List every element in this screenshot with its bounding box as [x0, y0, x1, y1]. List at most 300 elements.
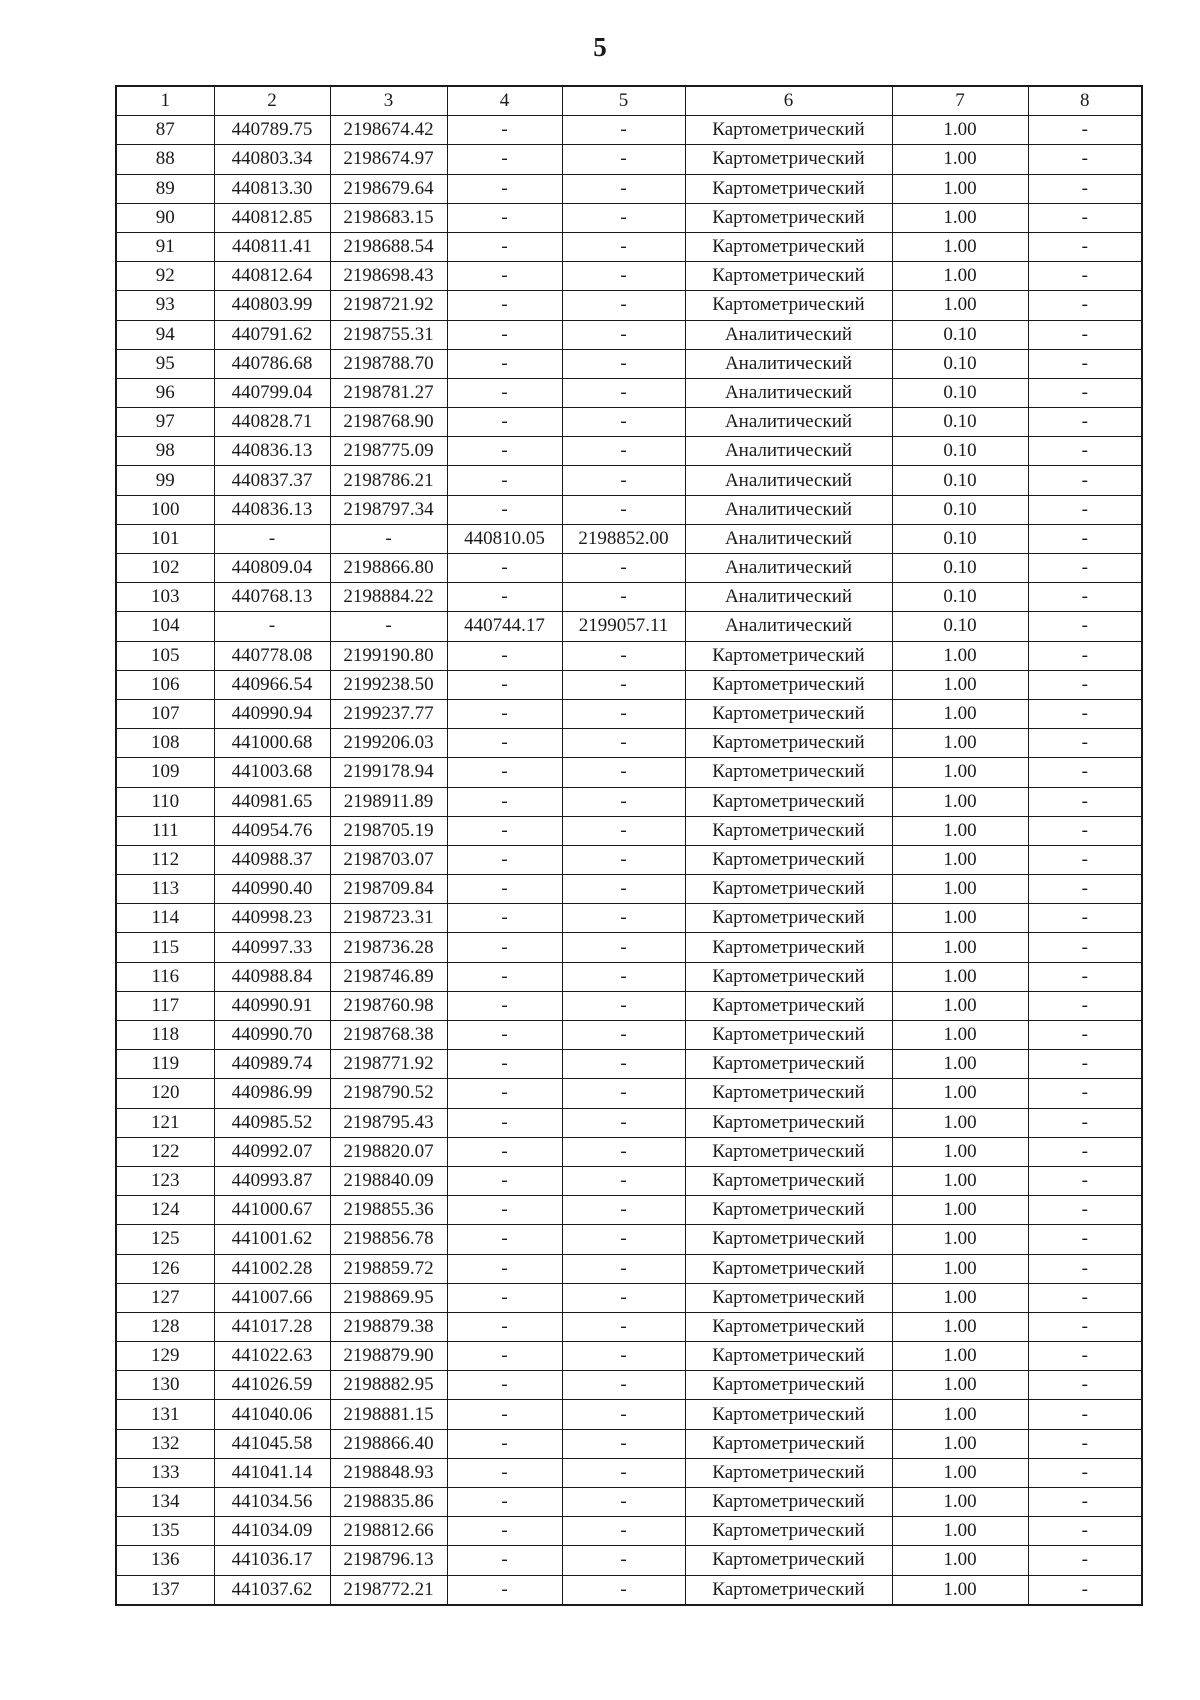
table-cell-col-3: 2198723.31 [330, 904, 447, 933]
table-row [116, 1021, 1142, 1050]
table-cell-col-2: 440997.33 [214, 933, 330, 962]
table-cell-col-7: 1.00 [892, 145, 1028, 174]
table-cell-col-8: - [1028, 991, 1142, 1020]
table-cell-col-7: 1.00 [892, 1166, 1028, 1195]
table-cell-col-8: - [1028, 145, 1142, 174]
table-row [116, 641, 1142, 670]
table-cell-col-3: 2198881.15 [330, 1400, 447, 1429]
table-cell-col-2: 441036.17 [214, 1546, 330, 1575]
table-cell-col-2: 440799.04 [214, 378, 330, 407]
table-cell-col-6: Картометрический [685, 875, 892, 904]
table-cell-col-4: - [447, 1312, 562, 1341]
table-cell-col-3: 2198790.52 [330, 1079, 447, 1108]
table-cell-col-6: Картометрический [685, 729, 892, 758]
table-cell-col-5: - [562, 1050, 685, 1079]
table-row [116, 816, 1142, 845]
table-cell-col-8: - [1028, 1196, 1142, 1225]
table-cell-col-3: 2198859.72 [330, 1254, 447, 1283]
table-cell-col-1: 95 [116, 349, 214, 378]
table-cell-col-7: 1.00 [892, 962, 1028, 991]
table-cell-col-4: - [447, 437, 562, 466]
table-cell-col-2: 440791.62 [214, 320, 330, 349]
table-row [116, 787, 1142, 816]
table-cell-col-3: 2198771.92 [330, 1050, 447, 1079]
table-cell-col-3: 2198781.27 [330, 378, 447, 407]
table-cell-col-4: - [447, 583, 562, 612]
table-cell-col-6: Картометрический [685, 1517, 892, 1546]
table-cell-col-6: Картометрический [685, 699, 892, 728]
table-cell-col-5: - [562, 787, 685, 816]
table-cell-col-7: 0.10 [892, 554, 1028, 583]
table-cell-col-1: 136 [116, 1546, 214, 1575]
table-cell-col-7: 1.00 [892, 816, 1028, 845]
table-cell-col-8: - [1028, 232, 1142, 261]
table-cell-col-4: - [447, 1283, 562, 1312]
table-cell-col-6: Картометрический [685, 991, 892, 1020]
table-cell-col-7: 1.00 [892, 1283, 1028, 1312]
table-cell-col-1: 107 [116, 699, 214, 728]
table-cell-col-5: - [562, 1079, 685, 1108]
table-cell-col-4: - [447, 1166, 562, 1195]
table-cell-col-8: - [1028, 291, 1142, 320]
table-cell-col-2: 441022.63 [214, 1342, 330, 1371]
table-cell-col-8: - [1028, 962, 1142, 991]
table-cell-col-8: - [1028, 612, 1142, 641]
page-number: 5 [593, 32, 607, 62]
table-cell-col-6: Картометрический [685, 291, 892, 320]
table-cell-col-4: - [447, 962, 562, 991]
table-cell-col-1: 128 [116, 1312, 214, 1341]
table-cell-col-3: 2198911.89 [330, 787, 447, 816]
table-cell-col-1: 116 [116, 962, 214, 991]
table-cell-col-1: 115 [116, 933, 214, 962]
table-cell-col-7: 1.00 [892, 1137, 1028, 1166]
table-cell-col-2: 441000.67 [214, 1196, 330, 1225]
table-row [116, 991, 1142, 1020]
table-cell-col-5: - [562, 1108, 685, 1137]
column-header-4: 4 [447, 86, 562, 116]
table-cell-col-3: 2199206.03 [330, 729, 447, 758]
table-cell-col-2: 441007.66 [214, 1283, 330, 1312]
table-cell-col-2: 441000.68 [214, 729, 330, 758]
table-cell-col-7: 0.10 [892, 378, 1028, 407]
table-row [116, 408, 1142, 437]
table-cell-col-2: 440786.68 [214, 349, 330, 378]
table-cell-col-1: 113 [116, 875, 214, 904]
table-cell-col-1: 87 [116, 116, 214, 145]
table-cell-col-8: - [1028, 845, 1142, 874]
table-cell-col-6: Картометрический [685, 1575, 892, 1605]
table-cell-col-5: - [562, 904, 685, 933]
table-cell-col-4: - [447, 262, 562, 291]
table-cell-col-2: 440811.41 [214, 232, 330, 261]
table-cell-col-2: 441017.28 [214, 1312, 330, 1341]
table-row [116, 145, 1142, 174]
table-cell-col-8: - [1028, 1021, 1142, 1050]
table-cell-col-3: 2198856.78 [330, 1225, 447, 1254]
table-cell-col-5: - [562, 1137, 685, 1166]
table-cell-col-5: - [562, 962, 685, 991]
table-cell-col-5: - [562, 1458, 685, 1487]
table-row [116, 1371, 1142, 1400]
table-cell-col-7: 1.00 [892, 904, 1028, 933]
table-row [116, 437, 1142, 466]
table-cell-col-8: - [1028, 495, 1142, 524]
table-cell-col-1: 135 [116, 1517, 214, 1546]
table-cell-col-3: 2198812.66 [330, 1517, 447, 1546]
table-cell-col-8: - [1028, 1429, 1142, 1458]
table-cell-col-4: - [447, 933, 562, 962]
table-cell-col-7: 1.00 [892, 845, 1028, 874]
table-cell-col-4: - [447, 1400, 562, 1429]
table-cell-col-6: Картометрический [685, 1342, 892, 1371]
table-cell-col-1: 126 [116, 1254, 214, 1283]
table-cell-col-8: - [1028, 1546, 1142, 1575]
table-cell-col-4: - [447, 1225, 562, 1254]
table-cell-col-5: - [562, 232, 685, 261]
table-cell-col-1: 112 [116, 845, 214, 874]
table-row [116, 116, 1142, 145]
table-cell-col-1: 98 [116, 437, 214, 466]
table-cell-col-2: 440836.13 [214, 495, 330, 524]
table-cell-col-4: 440744.17 [447, 612, 562, 641]
table-cell-col-1: 130 [116, 1371, 214, 1400]
table-cell-col-6: Картометрический [685, 1254, 892, 1283]
table-cell-col-4: - [447, 729, 562, 758]
table-cell-col-5: - [562, 1371, 685, 1400]
table-cell-col-1: 105 [116, 641, 214, 670]
table-cell-col-7: 0.10 [892, 466, 1028, 495]
table-cell-col-3: 2198772.21 [330, 1575, 447, 1605]
table-cell-col-4: - [447, 349, 562, 378]
table-cell-col-2: 440981.65 [214, 787, 330, 816]
table-cell-col-5: - [562, 758, 685, 787]
table-row [116, 203, 1142, 232]
table-cell-col-6: Картометрический [685, 1400, 892, 1429]
table-cell-col-4: - [447, 378, 562, 407]
table-cell-col-3: 2198760.98 [330, 991, 447, 1020]
table-cell-col-4: - [447, 670, 562, 699]
table-row [116, 495, 1142, 524]
table-cell-col-3: 2198795.43 [330, 1108, 447, 1137]
table-cell-col-4: - [447, 145, 562, 174]
table-cell-col-3: 2199190.80 [330, 641, 447, 670]
table-cell-col-3: 2198755.31 [330, 320, 447, 349]
table-cell-col-3: 2198775.09 [330, 437, 447, 466]
table-cell-col-1: 118 [116, 1021, 214, 1050]
table-cell-col-3: 2198736.28 [330, 933, 447, 962]
table-cell-col-7: 1.00 [892, 641, 1028, 670]
table-cell-col-1: 103 [116, 583, 214, 612]
table-cell-col-3: 2198683.15 [330, 203, 447, 232]
table-cell-col-7: 1.00 [892, 1108, 1028, 1137]
table-cell-col-3: 2198797.34 [330, 495, 447, 524]
table-cell-col-2: 440813.30 [214, 174, 330, 203]
table-cell-col-6: Аналитический [685, 612, 892, 641]
table-row [116, 1225, 1142, 1254]
table-cell-col-8: - [1028, 1050, 1142, 1079]
table-cell-col-6: Картометрический [685, 670, 892, 699]
table-cell-col-4: - [447, 991, 562, 1020]
table-cell-col-8: - [1028, 437, 1142, 466]
table-cell-col-5: - [562, 1312, 685, 1341]
table-cell-col-7: 1.00 [892, 1312, 1028, 1341]
table-cell-col-1: 110 [116, 787, 214, 816]
table-cell-col-4: - [447, 1108, 562, 1137]
table-cell-col-2: 440988.84 [214, 962, 330, 991]
table-cell-col-4: - [447, 699, 562, 728]
column-header-2: 2 [214, 86, 330, 116]
table-cell-col-6: Картометрический [685, 1371, 892, 1400]
table-cell-col-1: 121 [116, 1108, 214, 1137]
table-cell-col-8: - [1028, 262, 1142, 291]
table-row [116, 262, 1142, 291]
table-cell-col-6: Картометрический [685, 904, 892, 933]
table-cell-col-7: 1.00 [892, 1371, 1028, 1400]
table-cell-col-7: 1.00 [892, 1488, 1028, 1517]
table-cell-col-5: - [562, 466, 685, 495]
table-cell-col-2: 440990.91 [214, 991, 330, 1020]
table-cell-col-2: 441002.28 [214, 1254, 330, 1283]
table-cell-col-5: - [562, 1225, 685, 1254]
table-cell-col-6: Аналитический [685, 583, 892, 612]
table-cell-col-7: 1.00 [892, 729, 1028, 758]
table-row [116, 466, 1142, 495]
table-cell-col-6: Аналитический [685, 524, 892, 553]
table-cell-col-3: 2198879.90 [330, 1342, 447, 1371]
table-cell-col-3: 2198840.09 [330, 1166, 447, 1195]
table-cell-col-7: 0.10 [892, 612, 1028, 641]
table-cell-col-7: 1.00 [892, 1079, 1028, 1108]
table-row [116, 291, 1142, 320]
table-row [116, 904, 1142, 933]
table-cell-col-4: - [447, 291, 562, 320]
table-cell-col-1: 108 [116, 729, 214, 758]
table-cell-col-6: Картометрический [685, 816, 892, 845]
table-cell-col-7: 0.10 [892, 583, 1028, 612]
table-row [116, 524, 1142, 553]
table-cell-col-6: Аналитический [685, 437, 892, 466]
table-cell-col-6: Картометрический [685, 1283, 892, 1312]
table-cell-col-8: - [1028, 174, 1142, 203]
table-cell-col-1: 132 [116, 1429, 214, 1458]
table-cell-col-6: Картометрический [685, 787, 892, 816]
table-cell-col-6: Аналитический [685, 466, 892, 495]
table-cell-col-2: 441037.62 [214, 1575, 330, 1605]
column-header-8: 8 [1028, 86, 1142, 116]
table-cell-col-6: Картометрический [685, 203, 892, 232]
table-cell-col-6: Картометрический [685, 758, 892, 787]
table-cell-col-4: - [447, 466, 562, 495]
table-cell-col-8: - [1028, 641, 1142, 670]
table-cell-col-2: 440966.54 [214, 670, 330, 699]
table-cell-col-6: Картометрический [685, 1137, 892, 1166]
table-row [116, 232, 1142, 261]
table-cell-col-1: 93 [116, 291, 214, 320]
table-cell-col-1: 99 [116, 466, 214, 495]
table-cell-col-8: - [1028, 349, 1142, 378]
table-row [116, 1283, 1142, 1312]
table-row [116, 1050, 1142, 1079]
table-cell-col-2: 441045.58 [214, 1429, 330, 1458]
table-cell-col-4: - [447, 1546, 562, 1575]
table-cell-col-2: 441026.59 [214, 1371, 330, 1400]
table-cell-col-6: Аналитический [685, 408, 892, 437]
header-row [116, 86, 1142, 116]
table-cell-col-1: 111 [116, 816, 214, 845]
table-cell-col-3: 2198869.95 [330, 1283, 447, 1312]
table-cell-col-7: 1.00 [892, 1050, 1028, 1079]
table-cell-col-4: - [447, 875, 562, 904]
table-cell-col-6: Аналитический [685, 378, 892, 407]
column-header-7: 7 [892, 86, 1028, 116]
table-row [116, 1429, 1142, 1458]
table-cell-col-5: - [562, 991, 685, 1020]
table-cell-col-5: - [562, 1517, 685, 1546]
table-cell-col-3: 2198698.43 [330, 262, 447, 291]
table-cell-col-7: 0.10 [892, 524, 1028, 553]
table-cell-col-1: 123 [116, 1166, 214, 1195]
table-cell-col-2: 440992.07 [214, 1137, 330, 1166]
table-cell-col-7: 1.00 [892, 1196, 1028, 1225]
table-cell-col-2: 441040.06 [214, 1400, 330, 1429]
table-cell-col-5: - [562, 1488, 685, 1517]
table-cell-col-6: Картометрический [685, 1546, 892, 1575]
table-cell-col-3: 2198866.80 [330, 554, 447, 583]
table-row [116, 1254, 1142, 1283]
coordinates-table [115, 85, 1143, 1606]
table-cell-col-8: - [1028, 320, 1142, 349]
table-cell-col-2: 440990.94 [214, 699, 330, 728]
table-row [116, 583, 1142, 612]
table-cell-col-7: 0.10 [892, 437, 1028, 466]
column-header-6: 6 [685, 86, 892, 116]
table-row [116, 1137, 1142, 1166]
table-row [116, 845, 1142, 874]
table-cell-col-7: 1.00 [892, 991, 1028, 1020]
table-cell-col-4: - [447, 1254, 562, 1283]
table-cell-col-8: - [1028, 524, 1142, 553]
table-cell-col-3: 2198848.93 [330, 1458, 447, 1487]
table-cell-col-3: 2198788.70 [330, 349, 447, 378]
table-cell-col-6: Картометрический [685, 1021, 892, 1050]
table-cell-col-3: 2198786.21 [330, 466, 447, 495]
table-cell-col-6: Картометрический [685, 1166, 892, 1195]
table-row [116, 1342, 1142, 1371]
table-cell-col-5: - [562, 408, 685, 437]
table-cell-col-7: 0.10 [892, 495, 1028, 524]
table-cell-col-6: Аналитический [685, 495, 892, 524]
table-cell-col-7: 1.00 [892, 933, 1028, 962]
table-cell-col-6: Картометрический [685, 262, 892, 291]
table-cell-col-5: - [562, 1166, 685, 1195]
table-row [116, 1166, 1142, 1195]
table-cell-col-2: 441034.56 [214, 1488, 330, 1517]
table-cell-col-7: 1.00 [892, 670, 1028, 699]
table-cell-col-8: - [1028, 758, 1142, 787]
table-cell-col-3: 2198674.42 [330, 116, 447, 145]
table-cell-col-5: - [562, 641, 685, 670]
table-cell-col-1: 102 [116, 554, 214, 583]
table-cell-col-7: 1.00 [892, 787, 1028, 816]
table-cell-col-5: - [562, 583, 685, 612]
table-cell-col-4: - [447, 174, 562, 203]
table-cell-col-1: 134 [116, 1488, 214, 1517]
table-cell-col-7: 1.00 [892, 1575, 1028, 1605]
table-cell-col-7: 1.00 [892, 1021, 1028, 1050]
table-cell-col-2: 440836.13 [214, 437, 330, 466]
table-cell-col-5: - [562, 933, 685, 962]
table-cell-col-8: - [1028, 729, 1142, 758]
table-cell-col-4: - [447, 1488, 562, 1517]
table-cell-col-7: 1.00 [892, 1517, 1028, 1546]
table-cell-col-2: 440993.87 [214, 1166, 330, 1195]
table-cell-col-7: 1.00 [892, 1458, 1028, 1487]
table-header [116, 86, 1142, 116]
table-row [116, 349, 1142, 378]
table-cell-col-5: - [562, 845, 685, 874]
table-cell-col-8: - [1028, 1517, 1142, 1546]
table-cell-col-3: 2198768.90 [330, 408, 447, 437]
table-cell-col-2: 440990.40 [214, 875, 330, 904]
table-cell-col-2: 440803.99 [214, 291, 330, 320]
table-cell-col-7: 1.00 [892, 1342, 1028, 1371]
table-cell-col-4: - [447, 495, 562, 524]
table-cell-col-2: 440812.64 [214, 262, 330, 291]
table-cell-col-3: 2198709.84 [330, 875, 447, 904]
table-row [116, 554, 1142, 583]
table-cell-col-5: - [562, 495, 685, 524]
table-cell-col-8: - [1028, 816, 1142, 845]
table-cell-col-2: 440985.52 [214, 1108, 330, 1137]
table-cell-col-6: Картометрический [685, 845, 892, 874]
table-cell-col-5: - [562, 1546, 685, 1575]
table-cell-col-6: Картометрический [685, 641, 892, 670]
table-cell-col-5: - [562, 262, 685, 291]
table-cell-col-1: 125 [116, 1225, 214, 1254]
table-row [116, 962, 1142, 991]
table-cell-col-5: - [562, 1283, 685, 1312]
table-cell-col-5: - [562, 1400, 685, 1429]
table-cell-col-2: 440954.76 [214, 816, 330, 845]
table-cell-col-8: - [1028, 1079, 1142, 1108]
table-cell-col-1: 96 [116, 378, 214, 407]
table-cell-col-1: 90 [116, 203, 214, 232]
table-cell-col-8: - [1028, 466, 1142, 495]
table-cell-col-4: - [447, 1371, 562, 1400]
table-cell-col-1: 91 [116, 232, 214, 261]
table-cell-col-2: - [214, 524, 330, 553]
table-cell-col-8: - [1028, 1166, 1142, 1195]
table-cell-col-2: 440998.23 [214, 904, 330, 933]
table-cell-col-4: - [447, 1458, 562, 1487]
table-cell-col-1: 133 [116, 1458, 214, 1487]
table-cell-col-3: - [330, 524, 447, 553]
table-cell-col-8: - [1028, 1137, 1142, 1166]
table-cell-col-7: 1.00 [892, 1400, 1028, 1429]
table-cell-col-2: 440768.13 [214, 583, 330, 612]
table-cell-col-6: Картометрический [685, 232, 892, 261]
table-cell-col-6: Картометрический [685, 1050, 892, 1079]
table-cell-col-7: 1.00 [892, 1546, 1028, 1575]
table-cell-col-3: 2199238.50 [330, 670, 447, 699]
table-cell-col-1: 109 [116, 758, 214, 787]
table-cell-col-2: 440990.70 [214, 1021, 330, 1050]
table-row [116, 1458, 1142, 1487]
table-cell-col-3: 2198768.38 [330, 1021, 447, 1050]
table-cell-col-7: 1.00 [892, 174, 1028, 203]
table-cell-col-6: Картометрический [685, 1488, 892, 1517]
